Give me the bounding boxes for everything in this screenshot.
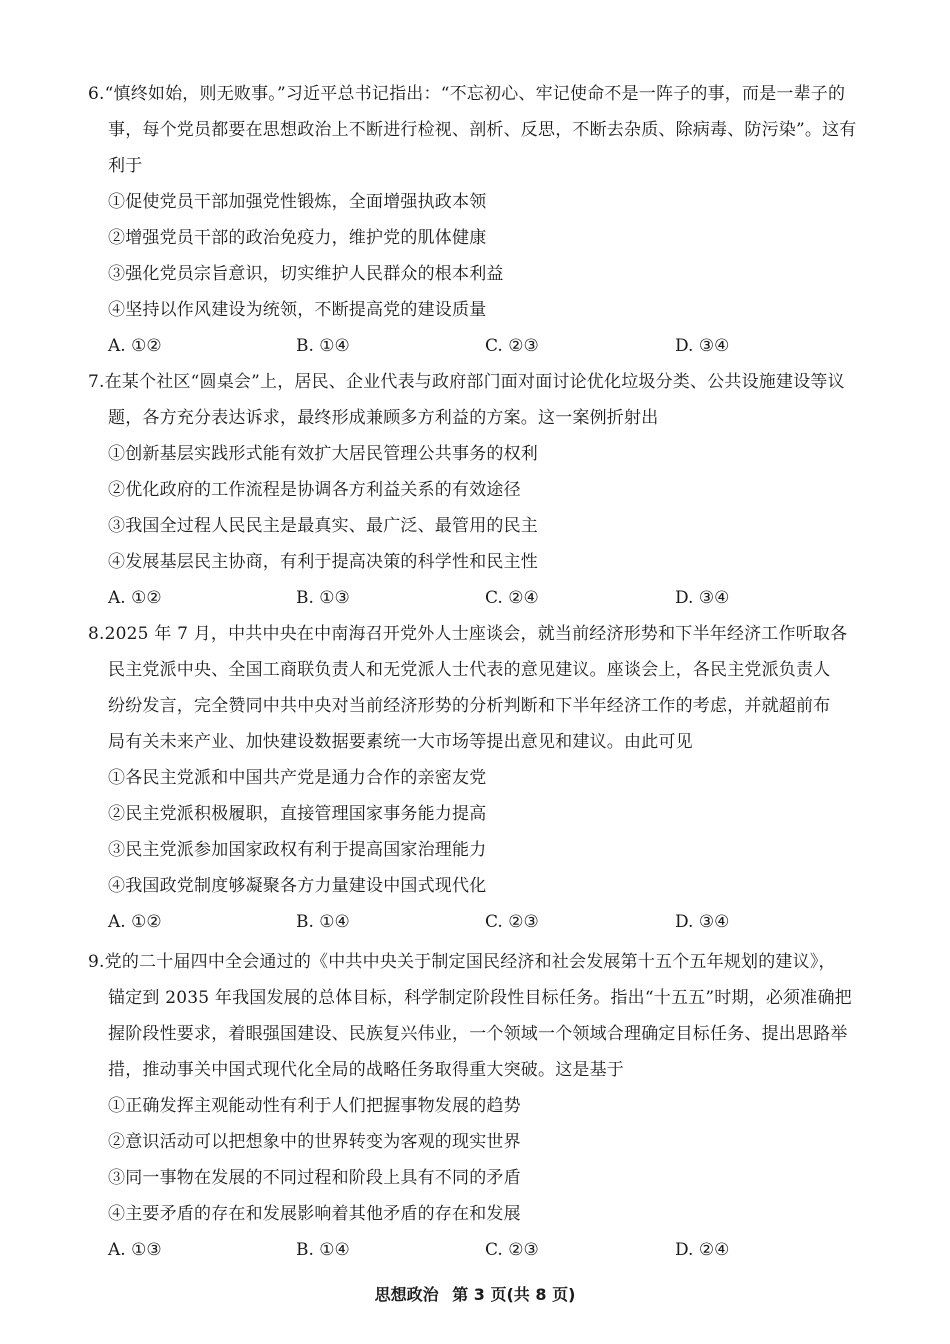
statement-item: ③我国全过程人民民主是最真实、最广泛、最管用的民主 xyxy=(108,516,538,536)
option-c[interactable]: C. ②③ xyxy=(485,1240,539,1260)
statement-item: ①创新基层实践形式能有效扩大居民管理公共事务的权利 xyxy=(108,444,538,464)
option-b[interactable]: B. ①④ xyxy=(296,1240,350,1260)
question-stem-line: 民主党派中央、全国工商联负责人和无党派人士代表的意见建议。座谈会上，各民主党派负责人 xyxy=(108,660,831,680)
question-9 xyxy=(88,944,902,1268)
statement-item: ③民主党派参加国家政权有利于提高国家治理能力 xyxy=(108,840,487,860)
answer-options xyxy=(88,1232,902,1268)
option-d[interactable]: D. ③④ xyxy=(675,588,730,608)
option-c[interactable]: C. ②③ xyxy=(485,912,539,932)
option-b[interactable]: B. ①④ xyxy=(296,336,350,356)
option-b[interactable]: B. ①④ xyxy=(296,912,350,932)
question-stem-line: 利于 xyxy=(108,156,143,176)
answer-options xyxy=(88,580,902,616)
question-stem-line: 事，每个党员都要在思想政治上不断进行检视、剖析、反思，不断去杂质、除病毒、防污染”。这有 xyxy=(108,120,857,140)
option-d[interactable]: D. ③④ xyxy=(675,336,730,356)
page-footer xyxy=(0,1283,950,1307)
option-d[interactable]: D. ②④ xyxy=(675,1240,730,1260)
question-stem-line: 纷纷发言，完全赞同中共中央对当前经济形势的分析判断和下半年经济工作的考虑，并就超前布 xyxy=(108,696,831,716)
footer-subject: 思想政治 xyxy=(374,1285,439,1304)
option-a[interactable]: A. ①③ xyxy=(108,1240,162,1260)
question-7 xyxy=(88,364,902,616)
question-stem-line: 9.党的二十届四中全会通过的《中共中央关于制定国民经济和社会发展第十五个五年规划的建议》， xyxy=(88,952,836,972)
question-stem-line: 局有关未来产业、加快建设数据要素统一大市场等提出意见和建议。由此可见 xyxy=(108,732,693,752)
statement-item: ④发展基层民主协商，有利于提高决策的科学性和民主性 xyxy=(108,552,538,572)
statement-item: ④坚持以作风建设为统领，不断提高党的建设质量 xyxy=(108,300,487,320)
answer-options xyxy=(88,904,902,940)
footer-page-number: 第 3 页(共 8 页) xyxy=(452,1285,576,1304)
statement-item: ②优化政府的工作流程是协调各方利益关系的有效途径 xyxy=(108,480,521,500)
question-stem-line: 8.2025 年 7 月，中共中央在中南海召开党外人士座谈会，就当前经济形势和下半年经济工作听取各 xyxy=(88,624,848,644)
question-stem-line: 握阶段性要求，着眼强国建设、民族复兴伟业，一个领域一个领域合理确定目标任务、提出思路举 xyxy=(108,1024,848,1044)
question-6 xyxy=(88,76,902,364)
statement-item: ①正确发挥主观能动性有利于人们把握事物发展的趋势 xyxy=(108,1096,521,1116)
question-stem-line: 7.在某个社区“圆桌会”上，居民、企业代表与政府部门面对面讨论优化垃圾分类、公共设施建设等议 xyxy=(88,372,845,392)
statement-item: ④主要矛盾的存在和发展影响着其他矛盾的存在和发展 xyxy=(108,1204,521,1224)
statement-item: ②民主党派积极履职，直接管理国家事务能力提高 xyxy=(108,804,487,824)
question-stem-line: 措，推动事关中国式现代化全局的战略任务取得重大突破。这是基于 xyxy=(108,1060,624,1080)
option-a[interactable]: A. ①② xyxy=(108,912,162,932)
answer-options xyxy=(88,328,902,364)
question-stem-line: 题，各方充分表达诉求，最终形成兼顾多方利益的方案。这一案例折射出 xyxy=(108,408,659,428)
statement-item: ④我国政党制度够凝聚各方力量建设中国式现代化 xyxy=(108,876,487,896)
option-a[interactable]: A. ①② xyxy=(108,588,162,608)
question-stem-line: 锚定到 2035 年我国发展的总体目标，科学制定阶段性目标任务。指出“十五五”时期，必须准确把 xyxy=(108,988,852,1008)
statement-item: ②意识活动可以把想象中的世界转变为客观的现实世界 xyxy=(108,1132,521,1152)
statement-item: ③强化党员宗旨意识，切实维护人民群众的根本利益 xyxy=(108,264,504,284)
option-c[interactable]: C. ②③ xyxy=(485,336,539,356)
option-d[interactable]: D. ③④ xyxy=(675,912,730,932)
option-c[interactable]: C. ②④ xyxy=(485,588,539,608)
option-b[interactable]: B. ①③ xyxy=(296,588,350,608)
question-stem-line: 6.“慎终如始，则无败事。”习近平总书记指出：“不忘初心、牢记使命不是一阵子的事，而是一辈子的 xyxy=(88,84,846,104)
statement-item: ②增强党员干部的政治免疫力，维护党的肌体健康 xyxy=(108,228,487,248)
question-8 xyxy=(88,616,902,940)
statement-item: ③同一事物在发展的不同过程和阶段上具有不同的矛盾 xyxy=(108,1168,521,1188)
statement-item: ①促使党员干部加强党性锻炼，全面增强执政本领 xyxy=(108,192,487,212)
option-a[interactable]: A. ①② xyxy=(108,336,162,356)
statement-item: ①各民主党派和中国共产党是通力合作的亲密友党 xyxy=(108,768,487,788)
